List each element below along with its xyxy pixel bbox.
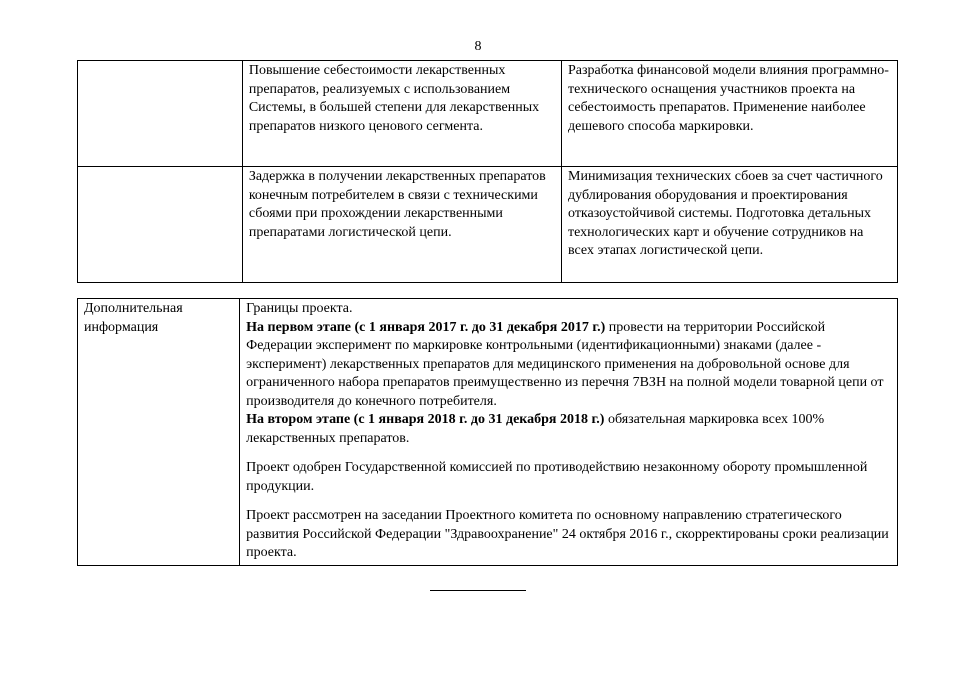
approval-paragraph: Проект одобрен Государственной комиссией по противодействию незаконному обороту промышленной продукции. — [246, 460, 868, 494]
mitigation-cell: Минимизация технических сбоев за счет частичного дублирования оборудования и проектирования отказоустойчивой системы. Подготовка детальных технологических карт и обучение сотрудников на всех этапах логистической цепи. — [562, 167, 898, 283]
risk-cell: Задержка в получении лекарственных препаратов конечным потребителем в связи с техническими сбоями при прохождении лекарственными препаратами логистической цепи. — [242, 167, 561, 283]
table-row — [78, 61, 898, 167]
page-number: 8 — [474, 39, 482, 54]
table-row — [78, 167, 898, 283]
stage-two-paragraph — [246, 411, 891, 448]
info-content-cell — [240, 299, 898, 566]
project-borders-line: Границы проекта. — [246, 301, 353, 316]
mitigation-cell: Разработка финансовой модели влияния программно-технического оснащения участников проекта на себестоимость препаратов. Применение наиболее дешевого способа маркировки. — [562, 61, 898, 167]
stage-one-text: провести на территории Российской Федерации эксперимент по маркировке контрольными (идентификационными) знаками (далее - эксперимент) лекарственных препаратов для медицинского применения на добровольной основе для ограниченного набора препаратов преимущественно из перечня 7ВЗН на полной модели товарной цепи от производителя до конечного потребителя. — [246, 319, 884, 409]
stage-two-heading: На втором этапе (с 1 января 2018 г. до 31 декабря 2018 г.) — [246, 412, 605, 427]
row-label-cell — [78, 167, 243, 283]
stage-two-text: обязательная маркировка всех 100% лекарственных препаратов. — [246, 412, 825, 446]
table-row — [78, 299, 898, 566]
stage-one-paragraph — [246, 319, 891, 412]
risks-table — [77, 60, 898, 283]
risk-cell: Повышение себестоимости лекарственных препаратов, реализуемых с использованием Системы, в большей степени для лекарственных препаратов низкого ценового сегмента. — [242, 61, 561, 167]
bottom-divider — [430, 590, 526, 591]
review-paragraph: Проект рассмотрен на заседании Проектного комитета по основному направлению стратегического развития Российской Федерации "Здравоохранение" 24 октября 2016 г., скорректированы сроки реализации проекта. — [246, 508, 889, 560]
stage-one-heading: На первом этапе (с 1 января 2017 г. до 31 декабря 2017 г.) — [246, 319, 606, 335]
additional-info-table — [77, 298, 898, 566]
row-label-cell — [78, 61, 243, 167]
info-label-cell: Дополнительная информация — [78, 299, 240, 566]
